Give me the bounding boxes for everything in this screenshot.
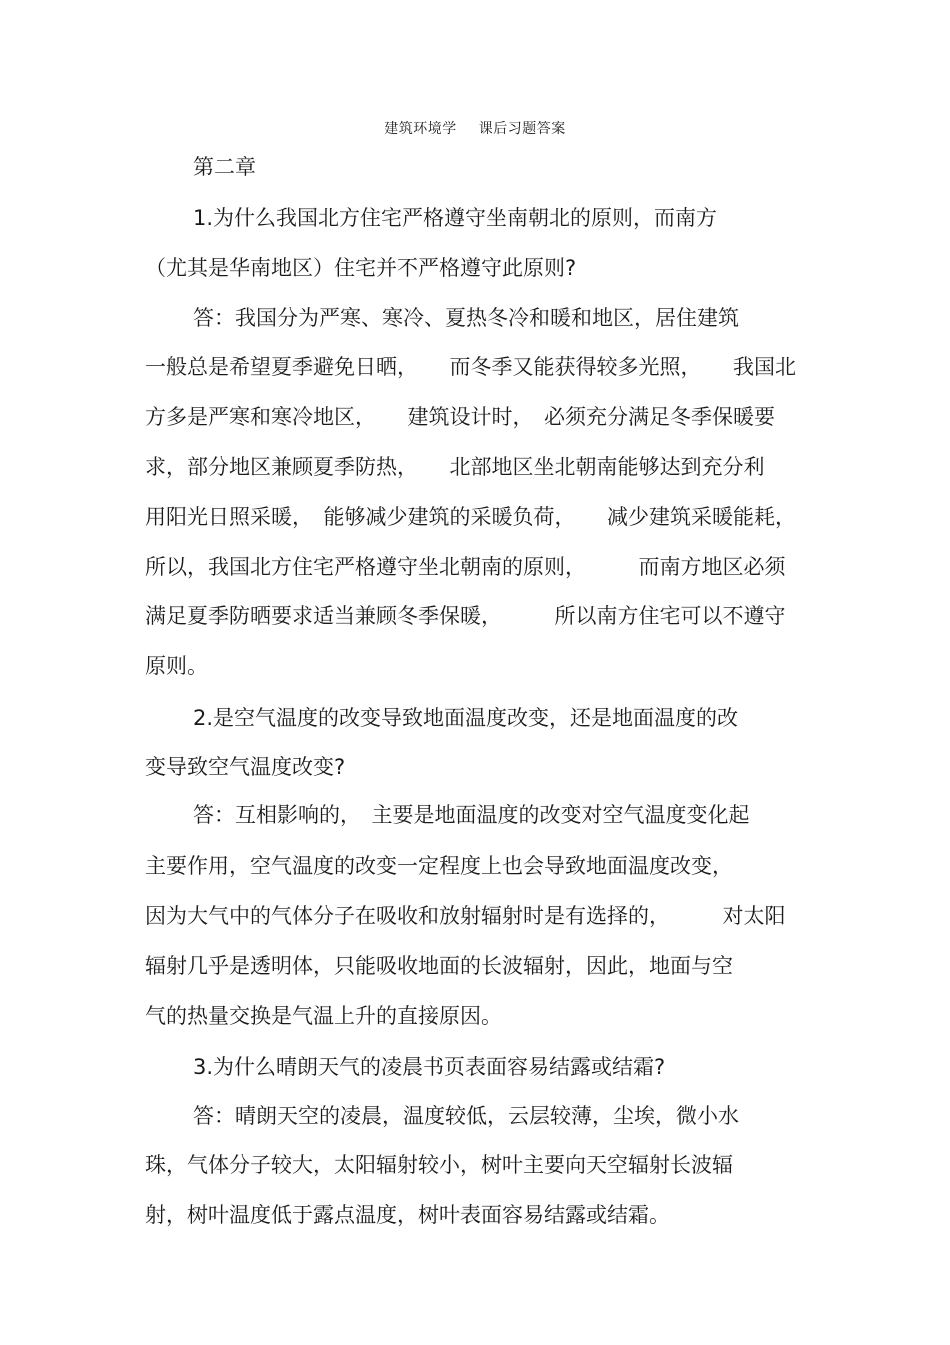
- answer-2-line-3: 因为大气中的气体分子在吸收和放射辐射时是有选择的， 对太阳: [145, 904, 786, 928]
- answer-2-line-1: 答：互相影响的， 主要是地面温度的改变对空气温度变化起: [193, 803, 750, 827]
- answer-3-line-3: 射，树叶温度低于露点温度，树叶表面容易结露或结霜。: [145, 1203, 670, 1227]
- question-1-line-2: （尤其是华南地区）住宅并不严格遵守此原则?: [145, 256, 577, 280]
- answer-1-line-5: 用阳光日照采暖， 能够减少建筑的采暖负荷， 减少建筑采暖能耗，: [145, 505, 796, 529]
- answer-2-line-4: 辐射几乎是透明体，只能吸收地面的长波辐射，因此，地面与空: [145, 954, 733, 978]
- answer-2-line-2: 主要作用，空气温度的改变一定程度上也会导致地面温度改变，: [145, 854, 733, 878]
- answer-1-line-2: 一般总是希望夏季避免日晒， 而冬季又能获得较多光照， 我国北: [145, 355, 796, 379]
- answer-3-line-2: 珠，气体分子较大，太阳辐射较小，树叶主要向天空辐射长波辐: [145, 1153, 733, 1177]
- answer-1-line-8: 原则。: [145, 654, 208, 678]
- answer-1-line-7: 满足夏季防晒要求适当兼顾冬季保暖， 所以南方住宅可以不遵守: [145, 604, 786, 628]
- answer-3-line-1: 答：晴朗天空的凌晨，温度较低，云层较薄，尘埃，微小水: [193, 1104, 739, 1128]
- answer-1-line-4: 求，部分地区兼顾夏季防热， 北部地区坐北朝南能够达到充分利: [145, 455, 765, 479]
- question-2-line-2: 变导致空气温度改变?: [145, 755, 346, 779]
- page-header: [0, 118, 950, 138]
- question-2-line-1: 2.是空气温度的改变导致地面温度改变，还是地面温度的改: [193, 706, 739, 730]
- answer-1-line-3: 方多是严寒和寒冷地区， 建筑设计时， 必须充分满足冬季保暖要: [145, 405, 775, 429]
- question-3: 3.为什么晴朗天气的凌晨书页表面容易结露或结霜?: [193, 1055, 666, 1079]
- question-1-line-1: 1.为什么我国北方住宅严格遵守坐南朝北的原则，而南方: [193, 206, 718, 230]
- chapter-heading: 第二章: [193, 155, 256, 179]
- answer-1-line-6: 所以，我国北方住宅严格遵守坐北朝南的原则， 而南方地区必须: [145, 555, 786, 579]
- header-subtitle: 课后习题答案: [478, 121, 566, 137]
- answer-2-line-5: 气的热量交换是气温上升的直接原因。: [145, 1004, 502, 1028]
- header-title: 建筑环境学: [384, 121, 457, 137]
- answer-1-line-1: 答：我国分为严寒、寒冷、夏热冬冷和暖和地区，居住建筑: [193, 306, 739, 330]
